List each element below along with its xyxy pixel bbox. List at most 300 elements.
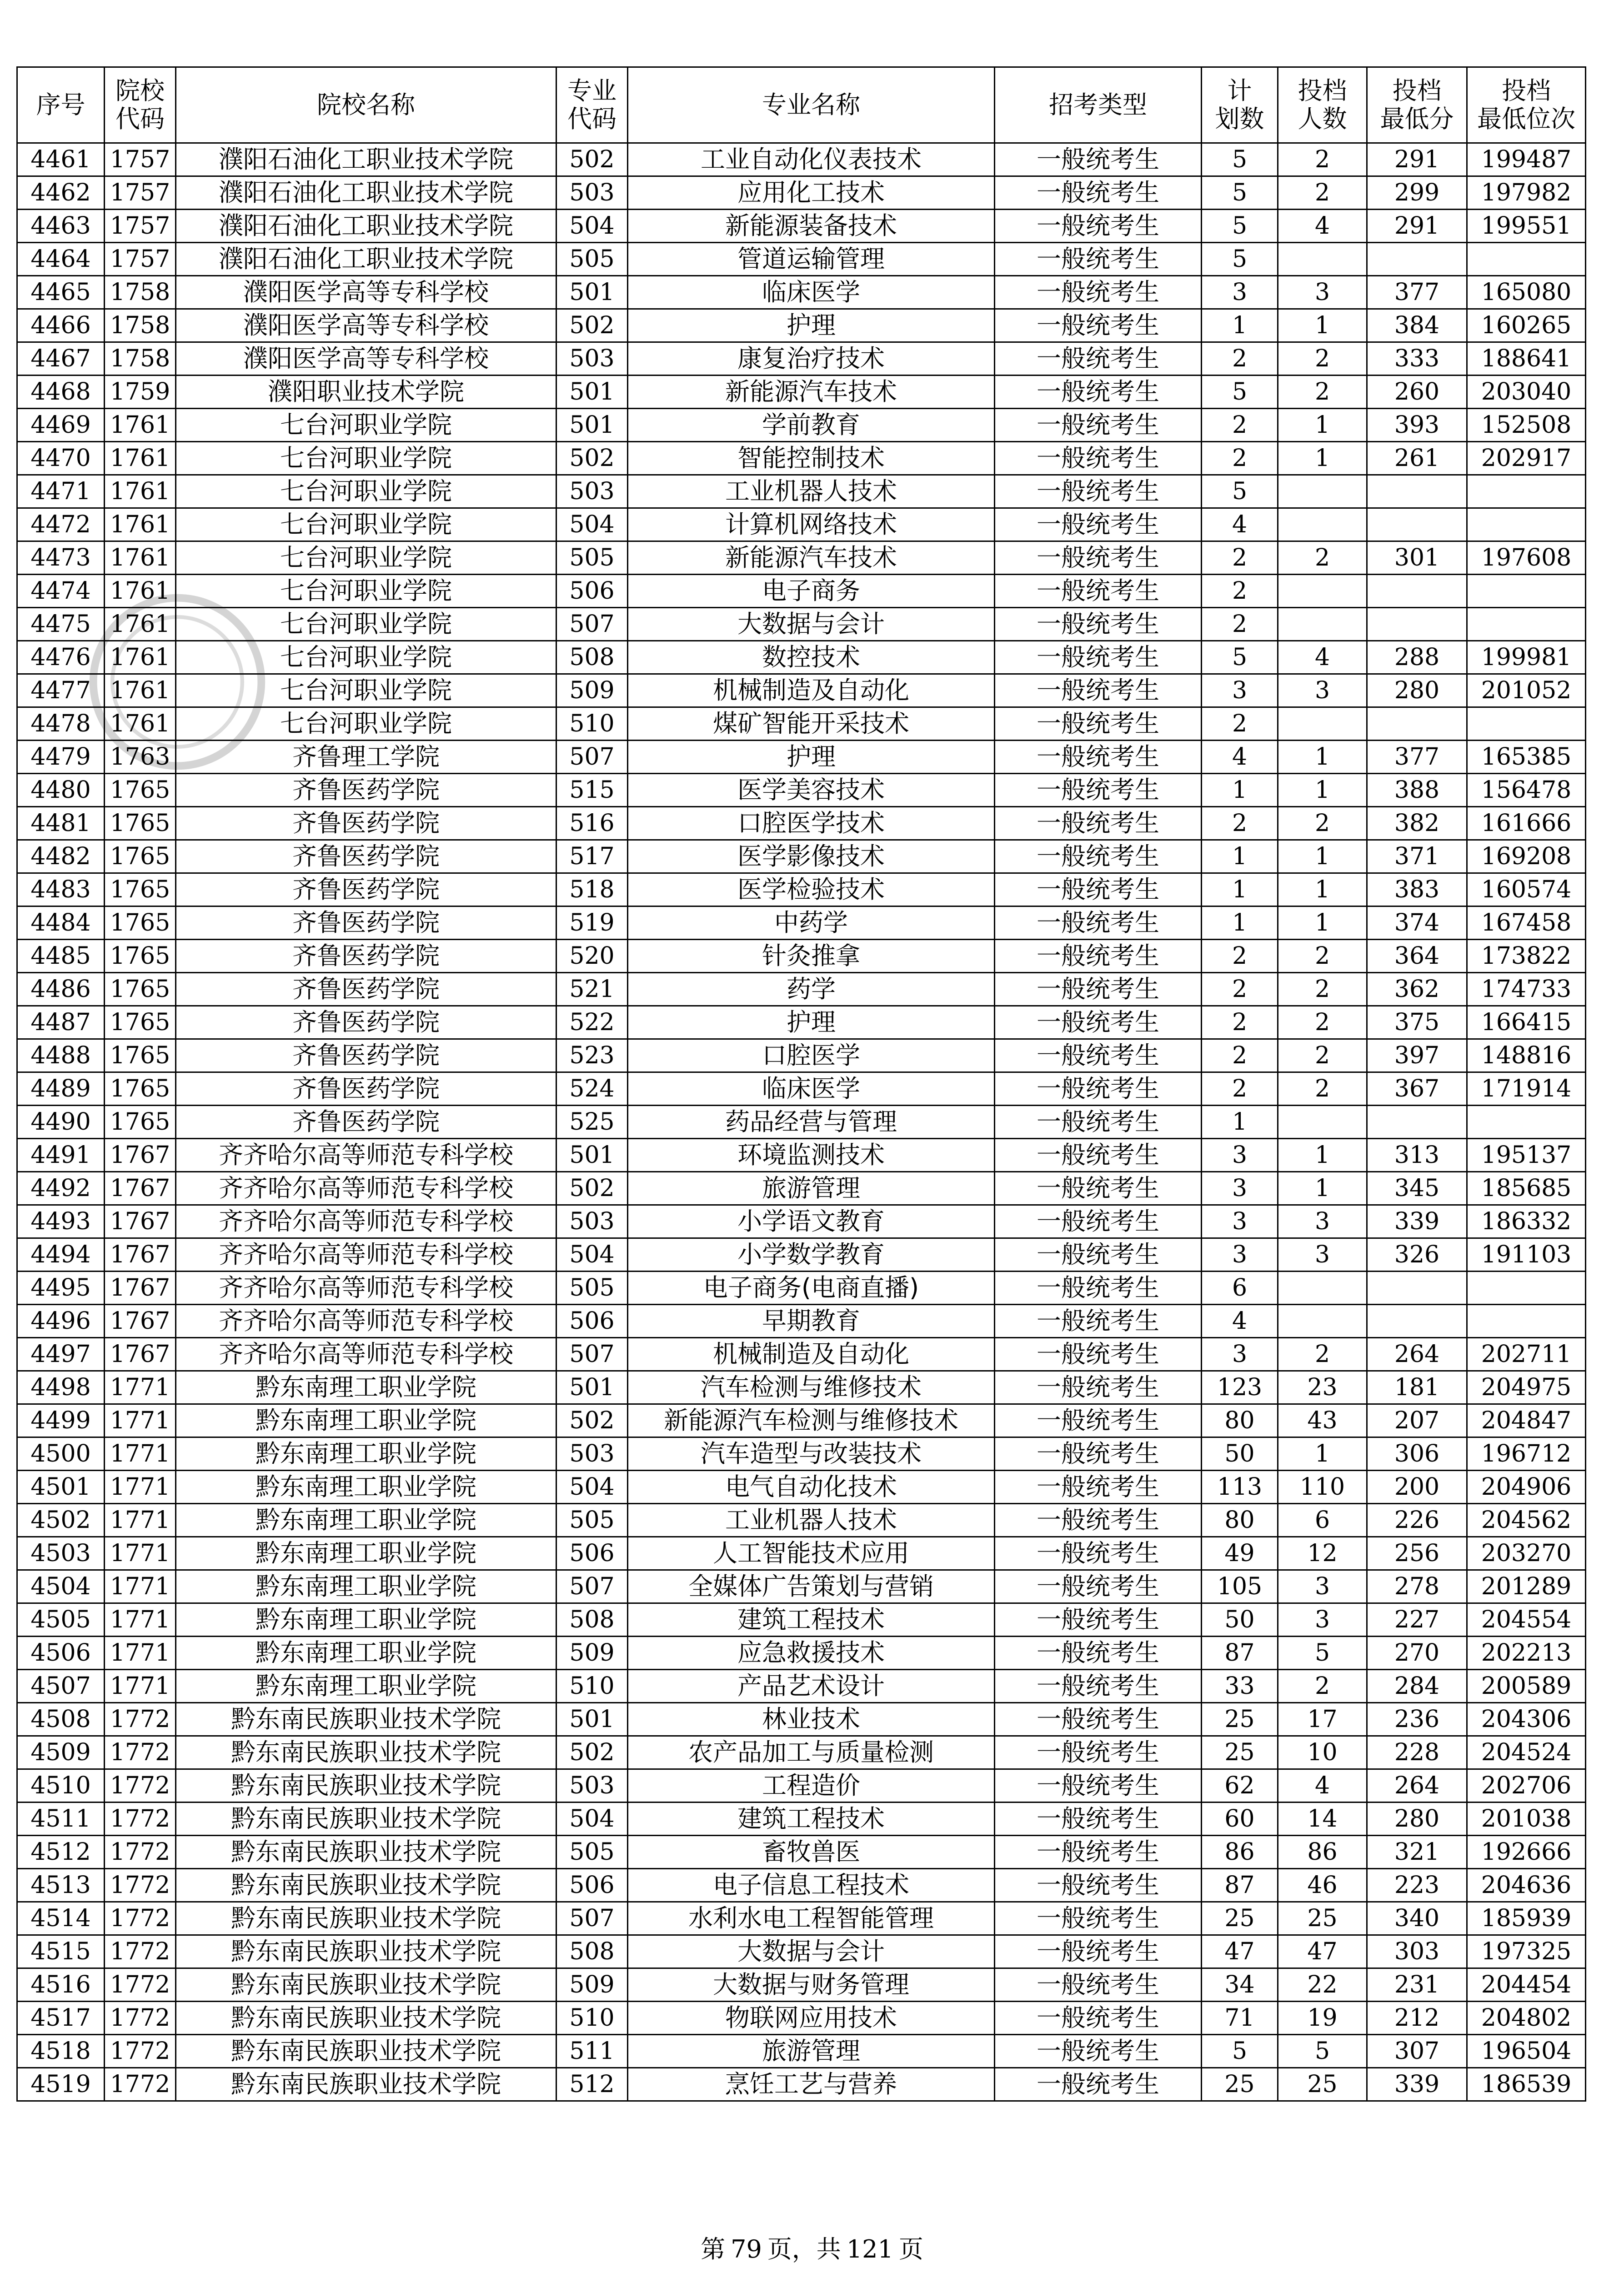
cell-major-name: 产品艺术设计 — [628, 1670, 995, 1703]
cell-admission-type: 一般统考生 — [995, 2002, 1202, 2035]
cell-min-rank — [1467, 575, 1586, 608]
table-row — [17, 243, 1586, 276]
cell-plan-count: 2 — [1202, 442, 1278, 475]
header-min-rank: 投档 最低位次 — [1467, 67, 1586, 143]
cell-seq: 4464 — [17, 243, 105, 276]
cell-admitted-count: 5 — [1278, 2035, 1367, 2068]
cell-min-rank: 192666 — [1467, 1836, 1586, 1869]
cell-school-code: 1767 — [105, 1205, 176, 1238]
cell-min-score: 278 — [1367, 1570, 1467, 1603]
cell-min-rank: 204906 — [1467, 1471, 1586, 1504]
cell-min-rank: 195137 — [1467, 1139, 1586, 1172]
cell-school-code: 1771 — [105, 1570, 176, 1603]
cell-major-name: 数控技术 — [628, 641, 995, 674]
cell-admitted-count — [1278, 707, 1367, 741]
cell-major-code: 501 — [556, 1139, 628, 1172]
cell-plan-count: 2 — [1202, 608, 1278, 641]
cell-major-name: 小学数学教育 — [628, 1238, 995, 1272]
cell-seq: 4487 — [17, 1006, 105, 1039]
cell-seq: 4519 — [17, 2068, 105, 2101]
cell-admission-type: 一般统考生 — [995, 707, 1202, 741]
cell-major-code: 507 — [556, 608, 628, 641]
table-row — [17, 608, 1586, 641]
cell-admitted-count: 1 — [1278, 1172, 1367, 1205]
cell-school-code: 1761 — [105, 641, 176, 674]
cell-admission-type: 一般统考生 — [995, 1537, 1202, 1570]
cell-seq: 4476 — [17, 641, 105, 674]
cell-admission-type: 一般统考生 — [995, 1106, 1202, 1139]
cell-major-code: 504 — [556, 508, 628, 541]
cell-major-code: 506 — [556, 575, 628, 608]
table-row — [17, 475, 1586, 508]
cell-plan-count: 49 — [1202, 1537, 1278, 1570]
cell-admitted-count: 43 — [1278, 1404, 1367, 1437]
cell-plan-count: 5 — [1202, 176, 1278, 210]
cell-school-name: 齐鲁医药学院 — [176, 1039, 556, 1072]
cell-school-name: 齐鲁医药学院 — [176, 1106, 556, 1139]
cell-school-code: 1757 — [105, 176, 176, 210]
cell-admission-type: 一般统考生 — [995, 840, 1202, 873]
cell-seq: 4517 — [17, 2002, 105, 2035]
cell-admitted-count: 2 — [1278, 176, 1367, 210]
cell-admitted-count: 2 — [1278, 143, 1367, 176]
table-row — [17, 1272, 1586, 1305]
cell-major-code: 502 — [556, 143, 628, 176]
cell-school-code: 1772 — [105, 1802, 176, 1836]
cell-admission-type: 一般统考生 — [995, 873, 1202, 906]
table-row — [17, 940, 1586, 973]
cell-min-rank: 197982 — [1467, 176, 1586, 210]
header-min-score: 投档 最低分 — [1367, 67, 1467, 143]
cell-school-code: 1761 — [105, 442, 176, 475]
cell-seq: 4462 — [17, 176, 105, 210]
cell-plan-count: 5 — [1202, 2035, 1278, 2068]
cell-seq: 4471 — [17, 475, 105, 508]
cell-plan-count: 3 — [1202, 1172, 1278, 1205]
cell-plan-count: 34 — [1202, 1968, 1278, 2002]
cell-seq: 4508 — [17, 1703, 105, 1736]
cell-admitted-count: 2 — [1278, 375, 1367, 409]
cell-major-code: 521 — [556, 973, 628, 1006]
cell-major-name: 针灸推拿 — [628, 940, 995, 973]
cell-school-name: 黔东南民族职业技术学院 — [176, 1968, 556, 2002]
cell-admission-type: 一般统考生 — [995, 906, 1202, 940]
cell-admitted-count: 1 — [1278, 774, 1367, 807]
cell-seq: 4466 — [17, 309, 105, 342]
cell-admission-type: 一般统考生 — [995, 210, 1202, 243]
cell-major-code: 519 — [556, 906, 628, 940]
cell-admission-type: 一般统考生 — [995, 575, 1202, 608]
cell-admission-type: 一般统考生 — [995, 1039, 1202, 1072]
cell-admitted-count: 1 — [1278, 741, 1367, 774]
cell-min-rank: 204562 — [1467, 1504, 1586, 1537]
cell-school-name: 黔东南理工职业学院 — [176, 1537, 556, 1570]
cell-admitted-count: 25 — [1278, 2068, 1367, 2101]
cell-min-score — [1367, 475, 1467, 508]
cell-major-code: 503 — [556, 342, 628, 375]
cell-seq: 4503 — [17, 1537, 105, 1570]
table-row — [17, 741, 1586, 774]
cell-major-name: 应急救援技术 — [628, 1637, 995, 1670]
cell-admission-type: 一般统考生 — [995, 1139, 1202, 1172]
footer-page-number: 79 — [731, 2235, 762, 2263]
cell-plan-count: 25 — [1202, 1703, 1278, 1736]
cell-admission-type: 一般统考生 — [995, 1404, 1202, 1437]
cell-major-name: 机械制造及自动化 — [628, 674, 995, 707]
cell-school-name: 黔东南理工职业学院 — [176, 1471, 556, 1504]
cell-min-rank — [1467, 707, 1586, 741]
cell-min-score: 223 — [1367, 1869, 1467, 1902]
cell-major-name: 电子信息工程技术 — [628, 1869, 995, 1902]
cell-admitted-count: 17 — [1278, 1703, 1367, 1736]
cell-admission-type: 一般统考生 — [995, 1072, 1202, 1106]
cell-school-code: 1767 — [105, 1272, 176, 1305]
cell-admission-type: 一般统考生 — [995, 641, 1202, 674]
cell-school-name: 齐鲁医药学院 — [176, 940, 556, 973]
cell-school-name: 七台河职业学院 — [176, 541, 556, 575]
cell-plan-count: 2 — [1202, 973, 1278, 1006]
cell-major-code: 507 — [556, 741, 628, 774]
cell-min-rank: 186539 — [1467, 2068, 1586, 2101]
cell-school-code: 1765 — [105, 1106, 176, 1139]
cell-min-rank: 202706 — [1467, 1769, 1586, 1802]
cell-seq: 4468 — [17, 375, 105, 409]
cell-school-name: 七台河职业学院 — [176, 608, 556, 641]
cell-min-score: 291 — [1367, 210, 1467, 243]
cell-admission-type: 一般统考生 — [995, 1836, 1202, 1869]
cell-seq: 4507 — [17, 1670, 105, 1703]
cell-school-code: 1767 — [105, 1305, 176, 1338]
cell-min-rank: 160574 — [1467, 873, 1586, 906]
cell-school-name: 七台河职业学院 — [176, 674, 556, 707]
cell-plan-count: 71 — [1202, 2002, 1278, 2035]
table-row — [17, 143, 1586, 176]
cell-admission-type: 一般统考生 — [995, 674, 1202, 707]
cell-major-code: 516 — [556, 807, 628, 840]
cell-school-name: 七台河职业学院 — [176, 508, 556, 541]
cell-plan-count: 105 — [1202, 1570, 1278, 1603]
cell-min-score: 207 — [1367, 1404, 1467, 1437]
cell-major-name: 医学影像技术 — [628, 840, 995, 873]
cell-school-code: 1765 — [105, 840, 176, 873]
table-row — [17, 1570, 1586, 1603]
cell-min-score: 303 — [1367, 1935, 1467, 1968]
header-major-code: 专业 代码 — [556, 67, 628, 143]
cell-school-name: 濮阳医学高等专科学校 — [176, 342, 556, 375]
cell-seq: 4499 — [17, 1404, 105, 1437]
cell-school-name: 黔东南理工职业学院 — [176, 1371, 556, 1404]
cell-seq: 4511 — [17, 1802, 105, 1836]
cell-major-name: 水利水电工程智能管理 — [628, 1902, 995, 1935]
cell-major-name: 建筑工程技术 — [628, 1802, 995, 1836]
cell-plan-count: 5 — [1202, 143, 1278, 176]
cell-school-name: 黔东南理工职业学院 — [176, 1637, 556, 1670]
cell-plan-count: 2 — [1202, 940, 1278, 973]
cell-plan-count: 80 — [1202, 1404, 1278, 1437]
cell-plan-count: 87 — [1202, 1637, 1278, 1670]
cell-school-code: 1772 — [105, 1703, 176, 1736]
cell-seq: 4478 — [17, 707, 105, 741]
page-footer — [0, 2230, 1624, 2265]
cell-admitted-count: 2 — [1278, 1006, 1367, 1039]
cell-major-name: 电子商务(电商直播) — [628, 1272, 995, 1305]
cell-seq: 4493 — [17, 1205, 105, 1238]
cell-major-code: 508 — [556, 1603, 628, 1637]
cell-admitted-count: 1 — [1278, 906, 1367, 940]
cell-major-code: 502 — [556, 1172, 628, 1205]
cell-school-code: 1761 — [105, 508, 176, 541]
cell-admission-type: 一般统考生 — [995, 541, 1202, 575]
cell-school-name: 七台河职业学院 — [176, 707, 556, 741]
cell-major-code: 503 — [556, 475, 628, 508]
cell-major-name: 烹饪工艺与营养 — [628, 2068, 995, 2101]
cell-admitted-count: 4 — [1278, 641, 1367, 674]
admission-table — [16, 66, 1586, 2102]
cell-seq: 4495 — [17, 1272, 105, 1305]
cell-admission-type: 一般统考生 — [995, 1670, 1202, 1703]
cell-plan-count: 25 — [1202, 1902, 1278, 1935]
cell-min-rank: 160265 — [1467, 309, 1586, 342]
cell-admitted-count: 86 — [1278, 1836, 1367, 1869]
footer-prefix: 第 — [701, 2235, 726, 2263]
cell-admission-type: 一般统考生 — [995, 309, 1202, 342]
cell-admission-type: 一般统考生 — [995, 1338, 1202, 1371]
cell-school-code: 1772 — [105, 1935, 176, 1968]
cell-major-name: 工业机器人技术 — [628, 475, 995, 508]
table-row — [17, 1205, 1586, 1238]
cell-min-rank: 204306 — [1467, 1703, 1586, 1736]
cell-school-name: 七台河职业学院 — [176, 641, 556, 674]
cell-major-code: 517 — [556, 840, 628, 873]
cell-plan-count: 6 — [1202, 1272, 1278, 1305]
cell-min-rank: 166415 — [1467, 1006, 1586, 1039]
table-row — [17, 1039, 1586, 1072]
cell-seq: 4509 — [17, 1736, 105, 1769]
cell-major-name: 临床医学 — [628, 276, 995, 309]
cell-min-score: 339 — [1367, 1205, 1467, 1238]
cell-plan-count: 113 — [1202, 1471, 1278, 1504]
table-row — [17, 674, 1586, 707]
cell-seq: 4512 — [17, 1836, 105, 1869]
table-row — [17, 1437, 1586, 1471]
header-admitted-count: 投档 人数 — [1278, 67, 1367, 143]
cell-seq: 4480 — [17, 774, 105, 807]
cell-min-score: 226 — [1367, 1504, 1467, 1537]
cell-school-code: 1772 — [105, 1902, 176, 1935]
cell-seq: 4510 — [17, 1769, 105, 1802]
cell-school-name: 齐齐哈尔高等师范专科学校 — [176, 1172, 556, 1205]
cell-plan-count: 2 — [1202, 342, 1278, 375]
cell-admitted-count: 22 — [1278, 1968, 1367, 2002]
cell-min-rank: 156478 — [1467, 774, 1586, 807]
cell-major-code: 520 — [556, 940, 628, 973]
cell-min-rank — [1467, 475, 1586, 508]
cell-min-score: 280 — [1367, 1802, 1467, 1836]
cell-plan-count: 3 — [1202, 1205, 1278, 1238]
cell-major-name: 管道运输管理 — [628, 243, 995, 276]
cell-plan-count: 3 — [1202, 276, 1278, 309]
table-row — [17, 409, 1586, 442]
cell-min-rank: 204802 — [1467, 2002, 1586, 2035]
cell-admission-type: 一般统考生 — [995, 176, 1202, 210]
cell-school-code: 1771 — [105, 1637, 176, 1670]
cell-school-code: 1767 — [105, 1172, 176, 1205]
cell-major-name: 新能源汽车检测与维修技术 — [628, 1404, 995, 1437]
cell-major-name: 大数据与会计 — [628, 608, 995, 641]
cell-seq: 4485 — [17, 940, 105, 973]
cell-major-name: 药品经营与管理 — [628, 1106, 995, 1139]
cell-plan-count: 1 — [1202, 906, 1278, 940]
cell-school-code: 1757 — [105, 210, 176, 243]
cell-admission-type: 一般统考生 — [995, 442, 1202, 475]
cell-major-code: 501 — [556, 276, 628, 309]
footer-total-pages: 121 — [846, 2235, 893, 2263]
table-row — [17, 1471, 1586, 1504]
cell-min-score: 313 — [1367, 1139, 1467, 1172]
cell-min-rank: 199487 — [1467, 143, 1586, 176]
cell-major-code: 506 — [556, 1305, 628, 1338]
cell-min-rank: 185939 — [1467, 1902, 1586, 1935]
cell-min-score: 326 — [1367, 1238, 1467, 1272]
cell-school-name: 濮阳石油化工职业技术学院 — [176, 243, 556, 276]
cell-plan-count: 2 — [1202, 707, 1278, 741]
cell-min-score: 374 — [1367, 906, 1467, 940]
table-row — [17, 1504, 1586, 1537]
cell-plan-count: 2 — [1202, 541, 1278, 575]
table-row — [17, 840, 1586, 873]
cell-admission-type: 一般统考生 — [995, 1238, 1202, 1272]
cell-major-name: 建筑工程技术 — [628, 1603, 995, 1637]
cell-min-rank: 204975 — [1467, 1371, 1586, 1404]
cell-school-name: 黔东南理工职业学院 — [176, 1437, 556, 1471]
cell-min-score: 299 — [1367, 176, 1467, 210]
table-row — [17, 2068, 1586, 2101]
cell-seq: 4472 — [17, 508, 105, 541]
cell-school-name: 濮阳医学高等专科学校 — [176, 276, 556, 309]
cell-min-rank: 165080 — [1467, 276, 1586, 309]
cell-school-name: 齐鲁医药学院 — [176, 1072, 556, 1106]
cell-major-name: 康复治疗技术 — [628, 342, 995, 375]
cell-school-code: 1772 — [105, 1968, 176, 2002]
cell-admission-type: 一般统考生 — [995, 1802, 1202, 1836]
cell-admission-type: 一般统考生 — [995, 1869, 1202, 1902]
cell-seq: 4481 — [17, 807, 105, 840]
cell-admission-type: 一般统考生 — [995, 508, 1202, 541]
table-row — [17, 442, 1586, 475]
cell-admitted-count: 19 — [1278, 2002, 1367, 2035]
header-seq: 序号 — [17, 67, 105, 143]
cell-admission-type: 一般统考生 — [995, 276, 1202, 309]
cell-admitted-count: 2 — [1278, 973, 1367, 1006]
cell-major-code: 511 — [556, 2035, 628, 2068]
cell-admission-type: 一般统考生 — [995, 409, 1202, 442]
cell-plan-count: 123 — [1202, 1371, 1278, 1404]
cell-seq: 4513 — [17, 1869, 105, 1902]
cell-major-code: 510 — [556, 1670, 628, 1703]
cell-major-name: 护理 — [628, 309, 995, 342]
cell-min-score — [1367, 608, 1467, 641]
cell-major-code: 501 — [556, 375, 628, 409]
cell-seq: 4479 — [17, 741, 105, 774]
cell-major-name: 电子商务 — [628, 575, 995, 608]
cell-min-rank: 202711 — [1467, 1338, 1586, 1371]
cell-min-score: 261 — [1367, 442, 1467, 475]
cell-plan-count: 1 — [1202, 1106, 1278, 1139]
cell-school-name: 齐鲁医药学院 — [176, 807, 556, 840]
cell-school-code: 1772 — [105, 1836, 176, 1869]
cell-school-name: 七台河职业学院 — [176, 442, 556, 475]
cell-school-name: 濮阳石油化工职业技术学院 — [176, 210, 556, 243]
table-row — [17, 1769, 1586, 1802]
cell-school-code: 1765 — [105, 940, 176, 973]
cell-plan-count: 5 — [1202, 210, 1278, 243]
table-row — [17, 342, 1586, 375]
cell-school-code: 1765 — [105, 973, 176, 1006]
cell-admitted-count: 2 — [1278, 1670, 1367, 1703]
cell-admitted-count: 2 — [1278, 541, 1367, 575]
cell-min-score: 377 — [1367, 276, 1467, 309]
cell-major-name: 医学检验技术 — [628, 873, 995, 906]
table-row — [17, 575, 1586, 608]
header-major-name: 专业名称 — [628, 67, 995, 143]
table-row — [17, 1802, 1586, 1836]
cell-school-name: 齐鲁医药学院 — [176, 873, 556, 906]
cell-school-code: 1771 — [105, 1371, 176, 1404]
cell-admitted-count: 3 — [1278, 276, 1367, 309]
cell-admission-type: 一般统考生 — [995, 1703, 1202, 1736]
cell-school-name: 齐齐哈尔高等师范专科学校 — [176, 1272, 556, 1305]
cell-admitted-count: 2 — [1278, 940, 1367, 973]
cell-min-rank: 200589 — [1467, 1670, 1586, 1703]
cell-admission-type: 一般统考生 — [995, 1471, 1202, 1504]
cell-seq: 4484 — [17, 906, 105, 940]
cell-major-name: 工程造价 — [628, 1769, 995, 1802]
cell-admission-type: 一般统考生 — [995, 1305, 1202, 1338]
cell-school-name: 齐鲁医药学院 — [176, 973, 556, 1006]
cell-major-name: 人工智能技术应用 — [628, 1537, 995, 1570]
cell-major-name: 早期教育 — [628, 1305, 995, 1338]
cell-admission-type: 一般统考生 — [995, 1272, 1202, 1305]
cell-major-code: 507 — [556, 1570, 628, 1603]
cell-major-name: 学前教育 — [628, 409, 995, 442]
cell-min-rank: 204554 — [1467, 1603, 1586, 1637]
cell-major-name: 环境监测技术 — [628, 1139, 995, 1172]
cell-major-code: 501 — [556, 1371, 628, 1404]
table-row — [17, 1736, 1586, 1769]
cell-min-rank: 173822 — [1467, 940, 1586, 973]
cell-min-score: 375 — [1367, 1006, 1467, 1039]
cell-seq: 4497 — [17, 1338, 105, 1371]
cell-school-code: 1772 — [105, 2002, 176, 2035]
cell-school-name: 齐齐哈尔高等师范专科学校 — [176, 1338, 556, 1371]
cell-min-score: 256 — [1367, 1537, 1467, 1570]
cell-min-rank: 165385 — [1467, 741, 1586, 774]
footer-suffix: 页 — [898, 2235, 923, 2263]
cell-min-score — [1367, 575, 1467, 608]
cell-school-name: 黔东南民族职业技术学院 — [176, 1769, 556, 1802]
cell-school-name: 黔东南民族职业技术学院 — [176, 1736, 556, 1769]
cell-admitted-count: 3 — [1278, 1205, 1367, 1238]
cell-major-name: 全媒体广告策划与营销 — [628, 1570, 995, 1603]
table-row — [17, 1637, 1586, 1670]
table-row — [17, 707, 1586, 741]
cell-min-rank: 185685 — [1467, 1172, 1586, 1205]
cell-admission-type: 一般统考生 — [995, 1504, 1202, 1537]
cell-plan-count: 5 — [1202, 641, 1278, 674]
cell-min-score: 367 — [1367, 1072, 1467, 1106]
cell-school-name: 齐鲁理工学院 — [176, 741, 556, 774]
cell-school-code: 1772 — [105, 2035, 176, 2068]
